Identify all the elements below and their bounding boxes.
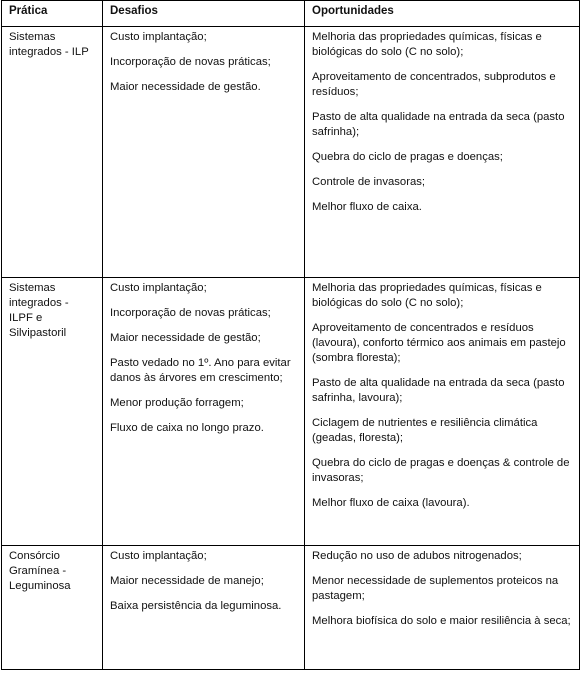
oportunidade-item: Menor necessidade de suplementos proteicos na pastagem; [312, 575, 559, 602]
pratica-cell: Consórcio Gramínea - Leguminosa [2, 546, 103, 670]
oportunidade-item: Quebra do ciclo de pragas e doenças & controle de invasoras; [312, 457, 570, 484]
desafio-item: Custo implantação; [110, 282, 207, 294]
oportunidade-item: Aproveitamento de concentrados, subprodutos e resíduos; [312, 71, 556, 98]
oportunidade-item: Pasto de alta qualidade na entrada da seca (pasto safrinha, lavoura); [312, 377, 565, 404]
oportunidades-cell [305, 546, 580, 670]
desafio-item: Pasto vedado no 1º. Ano para evitar danos às árvores em crescimento; [110, 357, 291, 384]
oportunidades-cell [305, 278, 580, 546]
oportunidade-item: Controle de invasoras; [312, 176, 426, 188]
pratica-cell: Sistemas integrados - ILP [2, 27, 103, 278]
desafio-item: Custo implantação; [110, 550, 207, 562]
desafio-item: Menor produção forragem; [110, 397, 244, 409]
table-row [2, 278, 580, 546]
oportunidade-item: Melhoria das propriedades químicas, físicas e biológicas do solo (C no solo); [312, 282, 542, 309]
oportunidade-item: Ciclagem de nutrientes e resiliência climática (geadas, floresta); [312, 417, 538, 444]
desafio-item: Custo implantação; [110, 31, 207, 43]
oportunidade-item: Pasto de alta qualidade na entrada da seca (pasto safrinha); [312, 111, 565, 138]
oportunidades-cell [305, 27, 580, 278]
desafio-item: Baixa persistência da leguminosa. [110, 600, 282, 612]
desafios-cell [103, 278, 305, 546]
desafios-cell [103, 546, 305, 670]
oportunidade-item: Melhor fluxo de caixa. [312, 201, 422, 213]
table-row [2, 546, 580, 670]
oportunidade-item: Quebra do ciclo de pragas e doenças; [312, 151, 503, 163]
desafio-item: Maior necessidade de gestão; [110, 332, 261, 344]
desafio-item: Maior necessidade de gestão. [110, 81, 261, 93]
oportunidade-item: Melhora biofísica do solo e maior resiliência à seca; [312, 615, 571, 627]
desafio-item: Incorporação de novas práticas; [110, 307, 271, 319]
desafio-item: Maior necessidade de manejo; [110, 575, 264, 587]
desafios-cell [103, 27, 305, 278]
header-pratica: Prática [2, 1, 103, 27]
desafio-item: Fluxo de caixa no longo prazo. [110, 422, 264, 434]
header-row [2, 1, 580, 27]
pratica-cell: Sistemas integrados - ILPF e Silvipastoril [2, 278, 103, 546]
header-oportunidades: Oportunidades [305, 1, 580, 27]
oportunidade-item: Aproveitamento de concentrados e resíduos (lavoura), conforto térmico aos animais em pastejo (sombra floresta); [312, 322, 566, 364]
oportunidade-item: Melhor fluxo de caixa (lavoura). [312, 497, 470, 509]
header-desafios: Desafios [103, 1, 305, 27]
oportunidade-item: Redução no uso de adubos nitrogenados; [312, 550, 522, 562]
oportunidade-item: Melhoria das propriedades químicas, físicas e biológicas do solo (C no solo); [312, 31, 542, 58]
table-row [2, 27, 580, 278]
desafio-item: Incorporação de novas práticas; [110, 56, 271, 68]
practices-table [1, 0, 580, 670]
